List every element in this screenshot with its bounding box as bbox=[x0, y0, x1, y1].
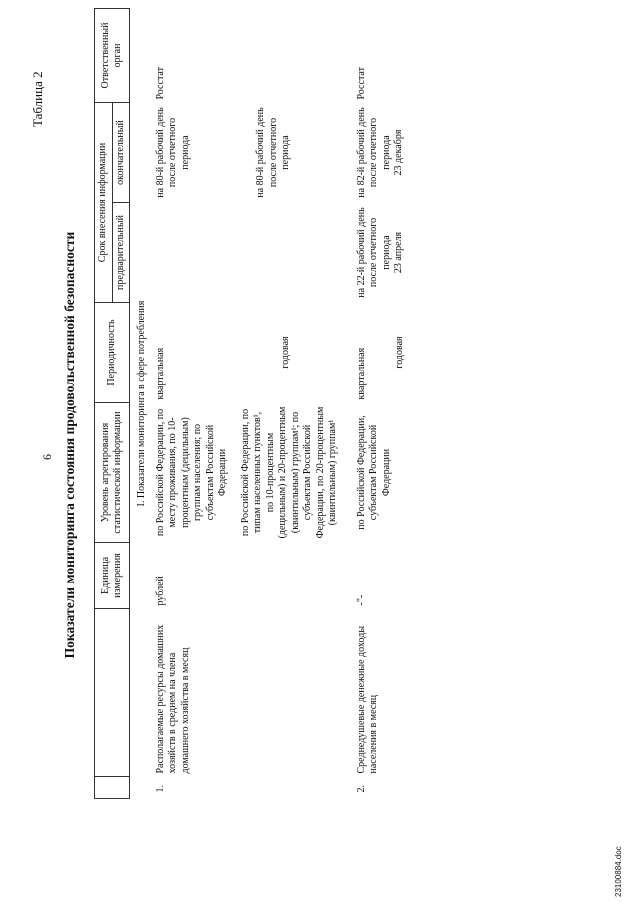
row-periodicity bbox=[153, 303, 342, 403]
page-number: 6 bbox=[40, 454, 54, 460]
header-row bbox=[95, 9, 113, 799]
row-number: 2. bbox=[355, 785, 367, 793]
header-deadline: Срок внесения информации bbox=[95, 103, 113, 303]
section-row bbox=[130, 9, 153, 799]
header-periodicity: Периодичность bbox=[95, 303, 130, 403]
header-unit: Единица измерения bbox=[95, 543, 130, 609]
row-unit: рублей bbox=[154, 576, 166, 606]
row-preliminary bbox=[342, 203, 409, 303]
row-final bbox=[342, 103, 409, 203]
periodicity-quarterly: квартальная bbox=[355, 347, 367, 400]
header-number bbox=[95, 777, 130, 799]
header-indicator bbox=[95, 609, 130, 777]
row-indicator-name: Среднедушевые денежные доходы населения в месяц bbox=[355, 625, 379, 774]
header-responsible: Ответственный орган bbox=[95, 9, 130, 103]
row-responsible: Росстат bbox=[154, 67, 166, 100]
table-label: Таблица 2 bbox=[30, 71, 45, 127]
table-row bbox=[153, 9, 342, 799]
preliminary-quarterly: на 22-й рабочий день после отчетного периода bbox=[355, 207, 392, 298]
footer-filename: 23100884.doc bbox=[614, 846, 623, 897]
final-yearly: 23 декабря bbox=[393, 129, 404, 176]
row-number: 1. bbox=[154, 785, 166, 793]
header-preliminary: предварительный bbox=[112, 203, 130, 303]
row-preliminary bbox=[153, 203, 342, 303]
header-level: Уровень агрегирования статистической информации bbox=[95, 403, 130, 543]
row-level: по Российской Федерации, субъектам Российской Федерации bbox=[355, 415, 392, 530]
periodicity-quarterly: квартальная bbox=[154, 347, 166, 400]
final-quarterly: на 82-й рабочий день после отчетного периода bbox=[355, 107, 392, 198]
periodicity-yearly: годовая bbox=[280, 336, 291, 369]
final-quarterly: на 80-й рабочий день после отчетного периода bbox=[154, 107, 191, 198]
final-yearly: на 80-й рабочий день после отчетного периода bbox=[255, 107, 291, 198]
row-final bbox=[153, 103, 342, 203]
row-responsible: Росстат bbox=[355, 67, 367, 100]
document-title: Показатели мониторинга состояния продовольственной безопасности bbox=[62, 231, 77, 659]
row-indicator-name: Располагаемые ресурсы домашних хозяйств в среднем на члена домашнего хозяйства в месяц bbox=[154, 624, 191, 774]
row-periodicity bbox=[342, 303, 409, 403]
row-unit: -"- bbox=[355, 594, 367, 606]
level-quarterly: по Российской Федерации, по месту проживания, по 10-процентным (децильным) группам населения; по субъектам Российской Федерации bbox=[154, 408, 228, 537]
preliminary-yearly: 23 апреля bbox=[393, 231, 404, 274]
monitoring-table bbox=[94, 8, 409, 799]
section-title: I. Показатели мониторинга в сфере потребления bbox=[136, 300, 147, 507]
row-level bbox=[153, 403, 342, 543]
periodicity-yearly: годовая bbox=[394, 336, 405, 369]
table-row bbox=[342, 9, 409, 799]
header-final: окончательный bbox=[112, 103, 130, 203]
level-yearly: по Российской Федерации, по типам населенных пунктов¹, по 10-процентным (децильным) и 20-процентным (квинтильным) группам¹; по субъектам Российской Федерации, по 20-процентным (квинтильным) группам¹ bbox=[239, 406, 338, 539]
